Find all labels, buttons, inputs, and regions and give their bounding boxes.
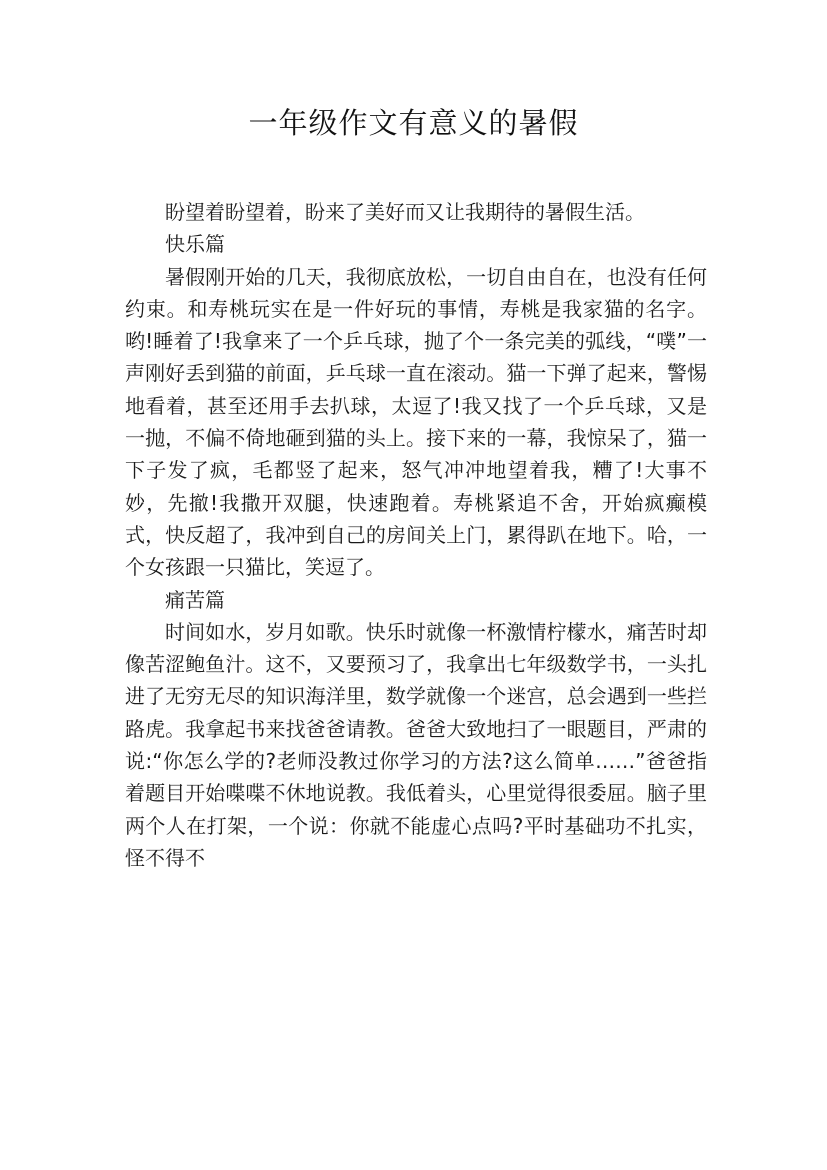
paragraph-pain: 时间如水，岁月如歌。快乐时就像一杯激情柠檬水，痛苦时却像苦涩鲍鱼汁。这不，又要预习了，我拿出七年级数学书，一头扎进了无穷无尽的知识海洋里，数学就像一个迷宫，总会遇到一些拦路虎。我拿起书来找爸爸请教。爸爸大致地扫了一眼题目，严肃的说:“你怎么学的?老师没教过你学习的方法?这么简单……”爸爸指着题目开始喋喋不休地说教。我低着头，心里觉得很委屈。脑子里两个人在打架，一个说：你就不能虚心点吗?平时基础功不扎实，怪不得不 bbox=[125, 619, 707, 870]
paragraph-happy: 暑假刚开始的几天，我彻底放松，一切自由自在，也没有任何约束。和寿桃玩实在是一件好玩的事情，寿桃是我家猫的名字。哟!睡着了!我拿来了一个乒乓球，抛了个一条完美的弧线，“噗”一声刚好丢到猫的前面，乒乓球一直在滚动。猫一下弹了起来，警惕地看着，甚至还用手去扒球，太逗了!我又找了一个乒乓球，又是一抛，不偏不倚地砸到猫的头上。接下来的一幕，我惊呆了，猫一下子发了疯，毛都竖了起来，怒气冲冲地望着我，糟了!大事不妙，先撤!我撒开双腿，快速跑着。寿桃紧追不舍，开始疯癫模式，快反超了，我冲到自己的房间关上门，累得趴在地下。哈，一个女孩跟一只猫比，笑逗了。 bbox=[125, 264, 707, 580]
section-heading-happy: 快乐篇 bbox=[165, 232, 225, 257]
document-title: 一年级作文有意义的暑假 bbox=[248, 106, 579, 140]
section-heading-pain: 痛苦篇 bbox=[165, 587, 225, 612]
document-body bbox=[125, 196, 707, 874]
paragraph-intro: 盼望着盼望着，盼来了美好而又让我期待的暑假生活。 bbox=[165, 200, 645, 224]
